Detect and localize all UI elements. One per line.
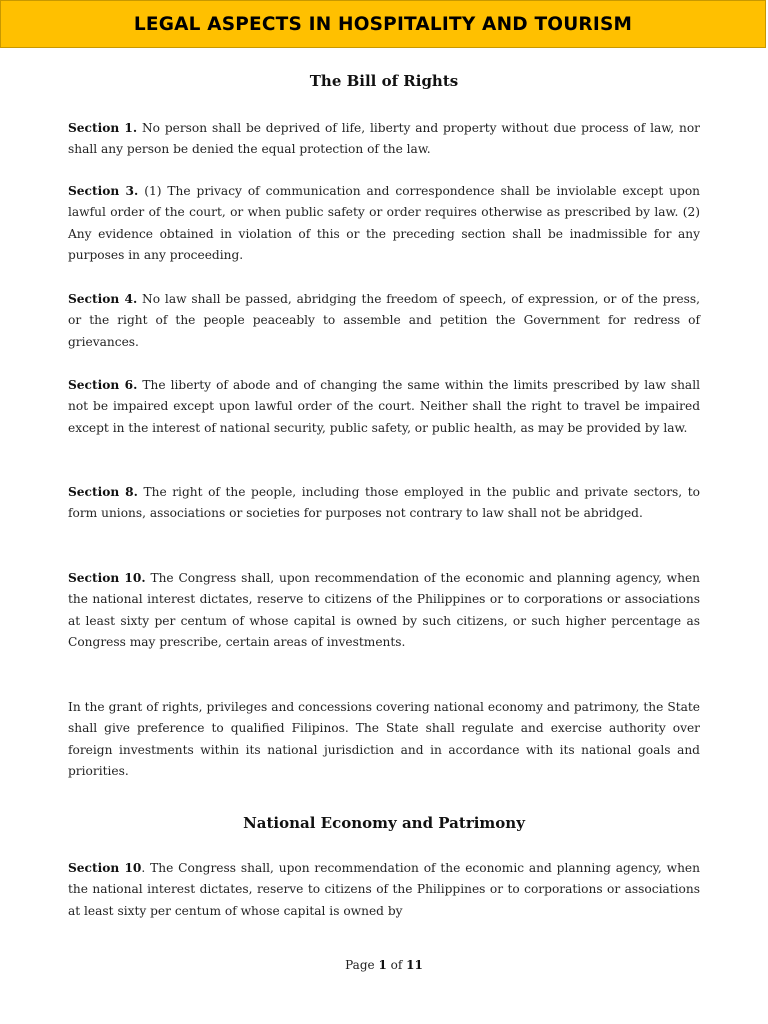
section-label: Section 3. [68,184,139,198]
section-text: No person shall be deprived of life, liberty and property without due process of law, nor shall any person be denied the equal protection of the law. [68,121,700,157]
total-pages-number: 11 [406,958,423,972]
national-economy-section-10-paragraph [68,858,700,922]
document-title: LEGAL ASPECTS IN HOSPITALITY AND TOURISM [133,13,633,35]
section-3-paragraph [68,181,700,266]
of-word: of [390,958,403,972]
section-text: . The Congress shall, upon recommendation of the economic and planning agency, when the national interest dictates, reserve to citizens of the Philippines or to corporations or associations at least sixty per centum of whose capital is owned by [68,861,700,918]
page-number-footer [0,958,768,972]
section-text: The Congress shall, upon recommendation of the economic and planning agency, when the national interest dictates, reserve to citizens of the Philippines or to corporations or associations at least sixty per centum of whose capital is owned by such citizens, or such higher percentage as Congress may prescribe, certain areas of investments. [68,571,701,649]
section-6-paragraph [68,375,700,439]
current-page-number: 1 [378,958,387,972]
section-label: Section 8. [68,485,138,499]
section-8-paragraph [68,482,700,525]
section-label: Section 4. [68,292,138,306]
page-word: Page [345,958,375,972]
section-4-paragraph [68,289,700,353]
section-text: No law shall be passed, abridging the freedom of speech, of expression, or of the press, or the right of the people peaceably to assemble and petition the Government for redress of grievances. [68,292,700,349]
section-text: The liberty of abode and of changing the same within the limits prescribed by law shall not be impaired except upon lawful order of the court. Neither shall the right to travel be impaired except in the interest of national security, public safety, or public health, as may be provided by law. [68,378,700,435]
section-text: (1) The privacy of communication and correspondence shall be inviolable except upon lawful order of the court, or when public safety or order requires otherwise as prescribed by law. (2) Any evidence obtained in violation of this or the preceding section shall be inadmissible for any purposes in any proceeding. [68,184,701,262]
section-label: Section 10 [68,861,142,875]
preference-paragraph: In the grant of rights, privileges and concessions covering national economy and patrimony, the State shall give preference to qualified Filipinos. The State shall regulate and exercise authority over foreign investments within its national jurisdiction and in accordance with its national goals and priorities. [68,700,700,778]
section-label: Section 10. [68,571,146,585]
section-1-paragraph [68,118,700,161]
bill-of-rights-heading: The Bill of Rights [309,72,459,90]
section-label: Section 1. [68,121,138,135]
section-label: Section 6. [68,378,138,392]
document-header-banner [0,0,766,48]
section-10-paragraph [68,568,700,653]
section-text: The right of the people, including those employed in the public and private sectors, to form unions, associations or societies for purposes not contrary to law shall not be abridged. [68,485,700,521]
national-economy-heading: National Economy and Patrimony [243,814,525,832]
